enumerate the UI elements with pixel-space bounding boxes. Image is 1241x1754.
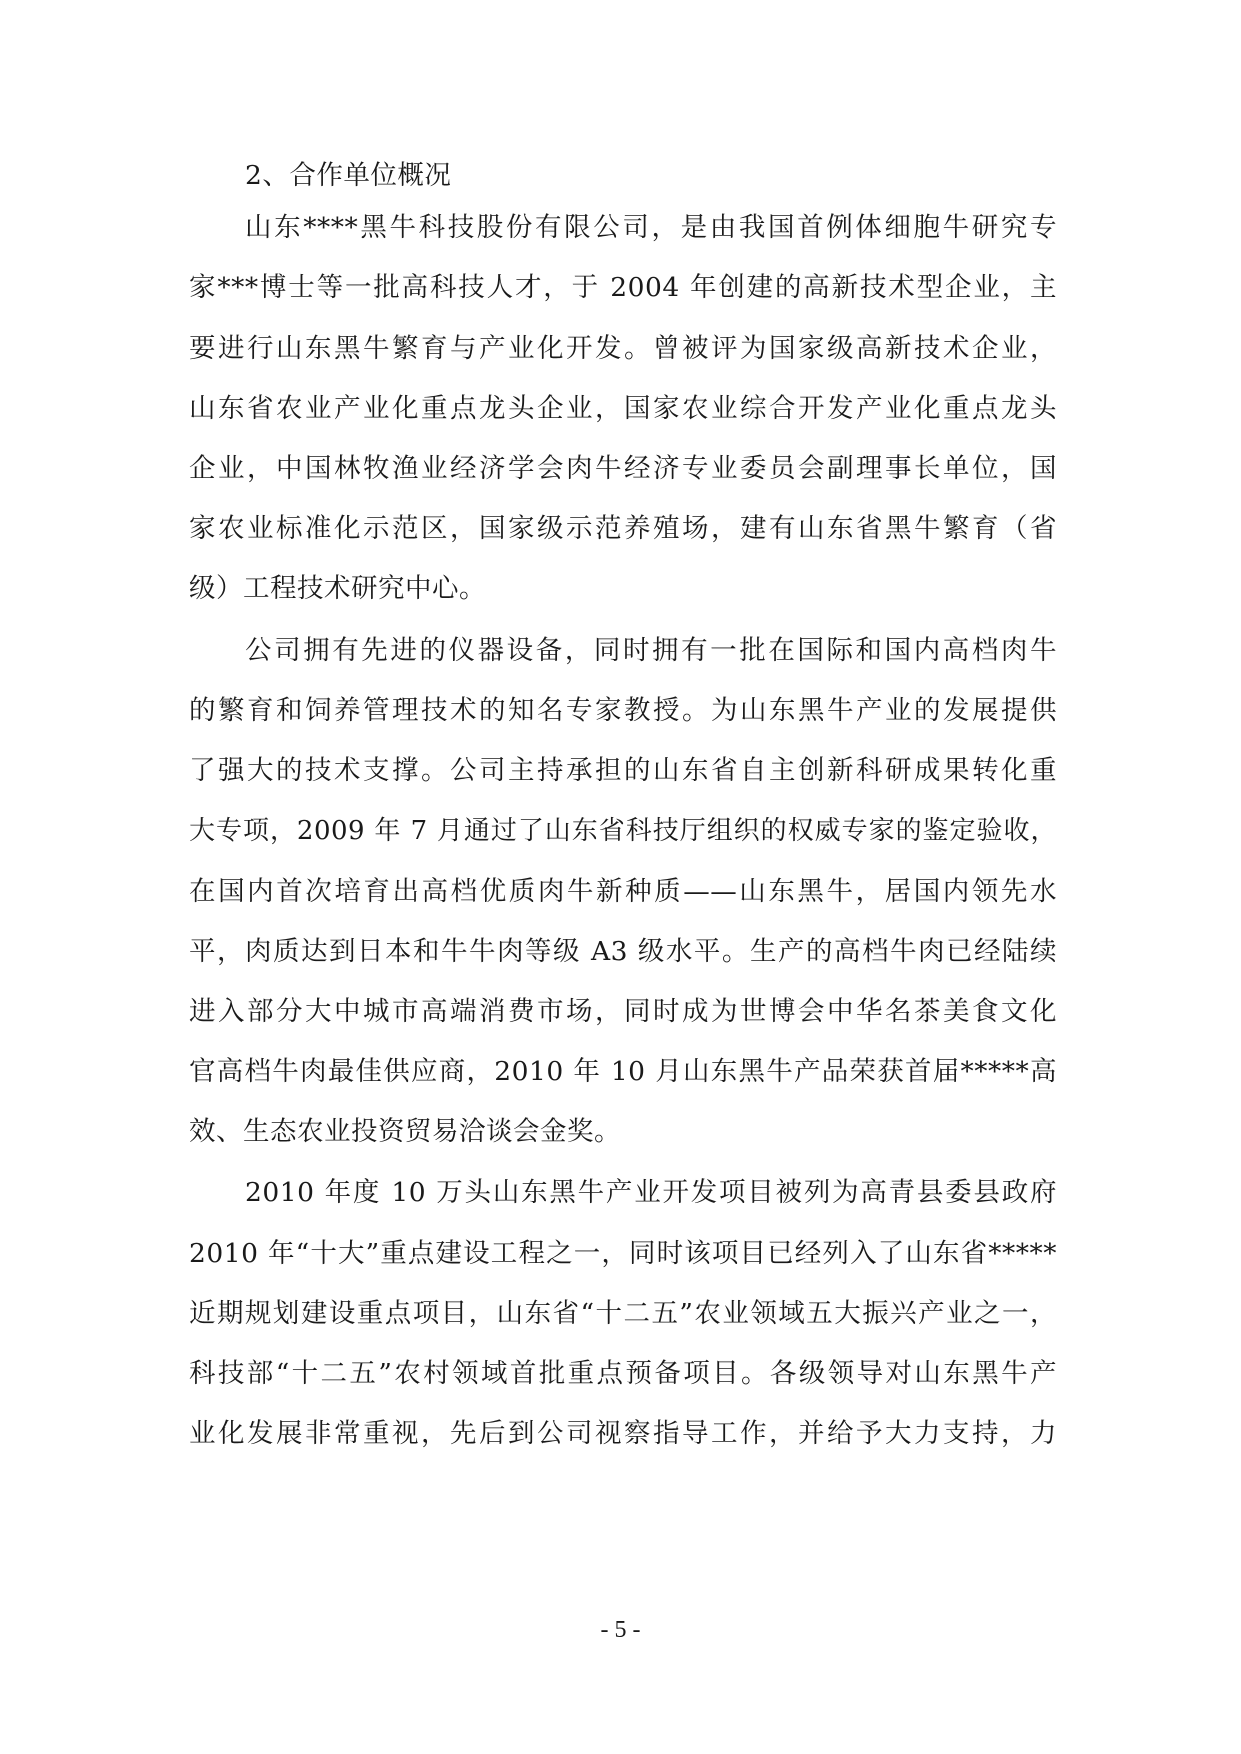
paragraph-line: 山东****黑牛科技股份有限公司，是由我国首例体细胞牛研究专: [245, 212, 1057, 243]
paragraph-line: 家农业标准化示范区，国家级示范养殖场，建有山东省黑牛繁育（省: [189, 513, 1057, 544]
paragraph-line: 官高档牛肉最佳供应商，2010 年 10 月山东黑牛产品荣获首届*****高: [189, 1056, 1057, 1087]
paragraph-line: 近期规划建设重点项目，山东省“十二五”农业领域五大振兴产业之一，: [189, 1298, 1057, 1329]
paragraph-line: 2010 年度 10 万头山东黑牛产业开发项目被列为高青县委县政府: [245, 1177, 1057, 1208]
paragraph-line: 山东省农业产业化重点龙头企业，国家农业综合开发产业化重点龙头: [189, 393, 1057, 424]
paragraph-line: 企业，中国林牧渔业经济学会肉牛经济专业委员会副理事长单位，国: [189, 453, 1057, 484]
paragraph-line: 效、生态农业投资贸易洽谈会金奖。: [189, 1116, 621, 1147]
paragraph-line: 科技部“十二五”农村领域首批重点预备项目。各级领导对山东黑牛产: [189, 1358, 1057, 1389]
paragraph-line: 业化发展非常重视，先后到公司视察指导工作，并给予大力支持，力: [189, 1418, 1057, 1449]
paragraph-line: 进入部分大中城市高端消费市场，同时成为世博会中华名茶美食文化: [189, 996, 1057, 1027]
paragraph-line: 大专项，2009 年 7 月通过了山东省科技厅组织的权威专家的鉴定验收，: [189, 816, 1057, 846]
paragraph-line: 2010 年“十大”重点建设工程之一，同时该项目已经列入了山东省*****: [189, 1238, 1057, 1269]
paragraph-line: 平，肉质达到日本和牛牛肉等级 A3 级水平。生产的高档牛肉已经陆续: [189, 936, 1057, 967]
paragraph-line: 要进行山东黑牛繁育与产业化开发。曾被评为国家级高新技术企业，: [189, 333, 1057, 364]
page-number: - 5 -: [600, 1617, 641, 1643]
paragraph-line: 在国内首次培育出高档优质肉牛新种质——山东黑牛，居国内领先水: [189, 876, 1057, 907]
paragraph-line: 的繁育和饲养管理技术的知名专家教授。为山东黑牛产业的发展提供: [189, 695, 1057, 726]
paragraph-line: 公司拥有先进的仪器设备，同时拥有一批在国际和国内高档肉牛: [245, 635, 1057, 666]
section-heading: 2、合作单位概况: [245, 160, 452, 191]
paragraph-line: 了强大的技术支撑。公司主持承担的山东省自主创新科研成果转化重: [189, 755, 1057, 786]
paragraph-line: 家***博士等一批高科技人才，于 2004 年创建的高新技术型企业，主: [189, 272, 1057, 303]
paragraph-line: 级）工程技术研究中心。: [189, 573, 486, 604]
